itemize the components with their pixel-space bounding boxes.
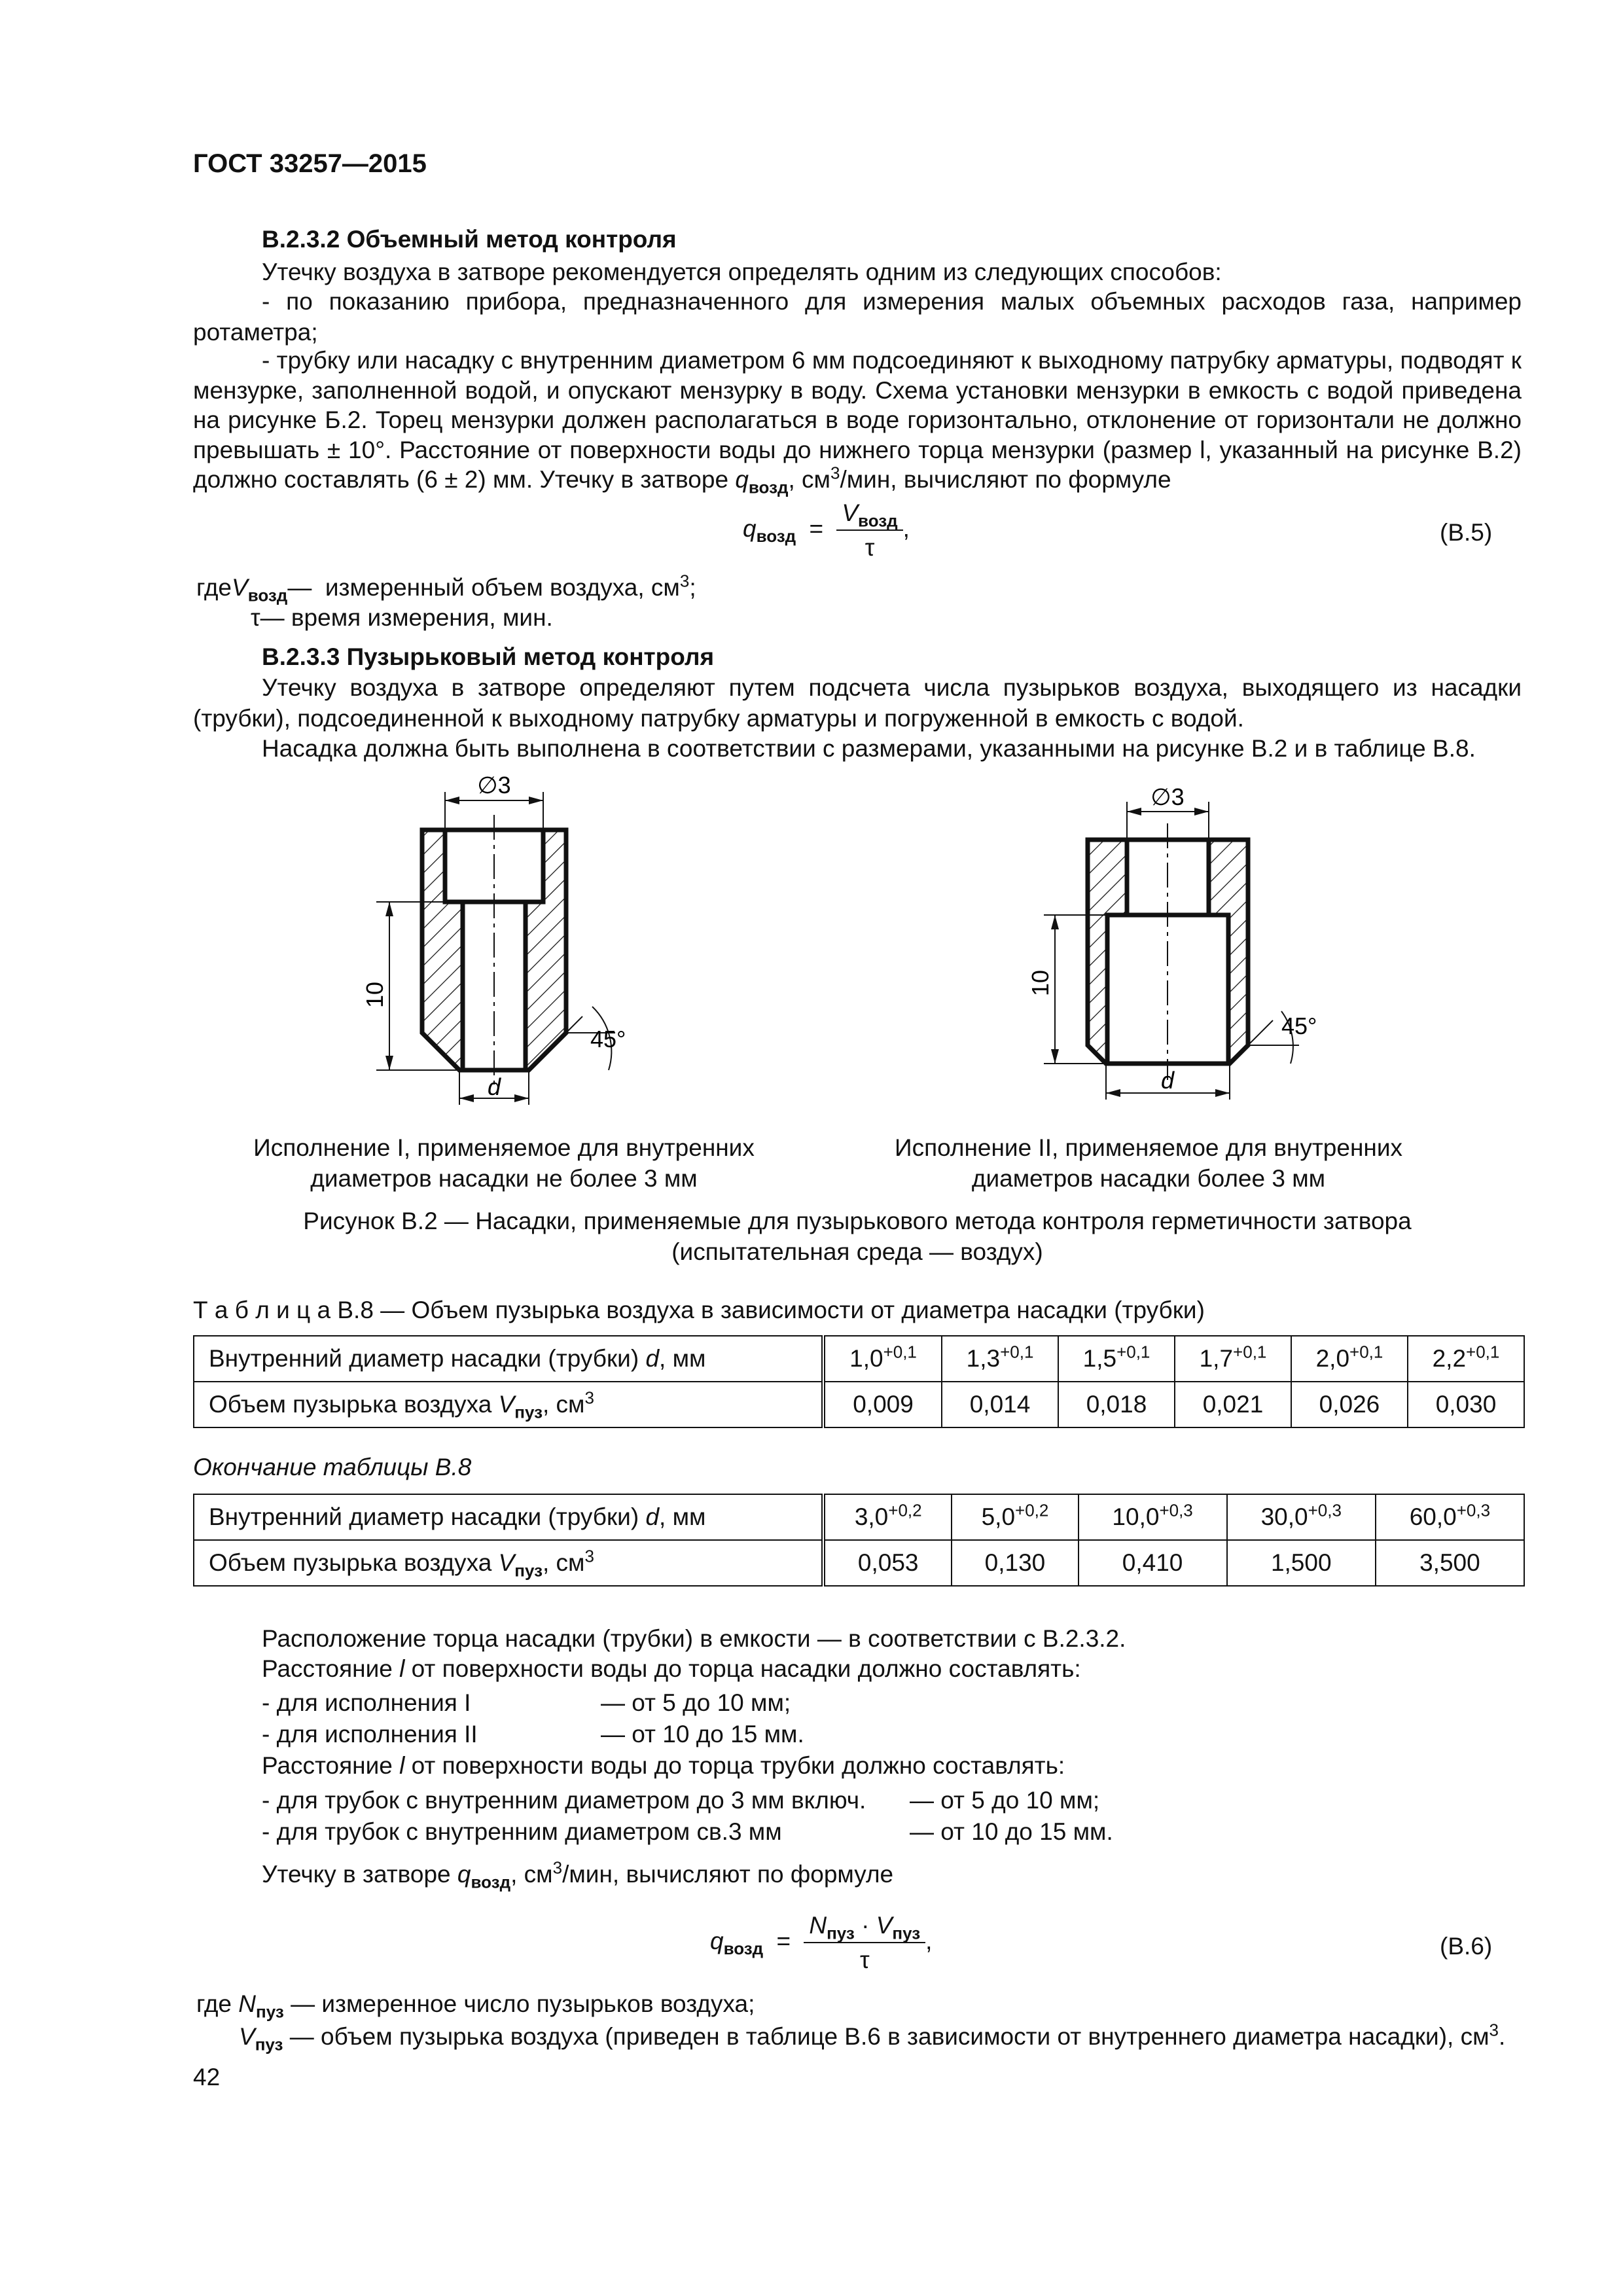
d-label: d (487, 1073, 501, 1100)
row-label: Объем пузырька воздуха $V_{пуз}$, $см^3$ (194, 1382, 823, 1427)
table-row (194, 1540, 1524, 1586)
page-number: 42 (193, 2064, 221, 2090)
table-b8 (193, 1335, 1525, 1428)
table-cell: 0,021 (1175, 1382, 1291, 1427)
table-cell: $10,0^{+0,3}$ (1079, 1494, 1227, 1540)
table-cell: 0,014 (942, 1382, 1058, 1427)
table-cell: $1,5^{+0,1}$ (1058, 1336, 1175, 1382)
table-caption: Т а б л и ц а В.8 — Объем пузырька воздуха в зависимости от диаметра насадки (трубки) (193, 1297, 1205, 1323)
list-item-value: — от 10 до 15 мм. (601, 1721, 804, 1748)
nozzle-version-1 (361, 772, 626, 1105)
paragraph: - по показанию прибора, предназначенного для измерения малых объемных расходов газа, например ротаметра; (193, 288, 1522, 346)
paragraph: Утечку в затворе $q_{возд}$, $см^3$/мин, вычисляют по формуле (262, 1857, 894, 1892)
dia-3-label: ∅3 (477, 772, 511, 798)
table-cell: 0,410 (1079, 1540, 1227, 1586)
list-item-value: — от 5 до 10 мм; (910, 1787, 1100, 1814)
row-label: Внутренний диаметр насадки (трубки) d, мм (194, 1336, 823, 1382)
figure-title: Рисунок В.2 — Насадки, применяемые для пузырькового метода контроля герметичности затвора (испытательная среда — воздух) (303, 1208, 1412, 1265)
table-cell: 0,018 (1058, 1382, 1175, 1427)
height-10-label: 10 (361, 981, 388, 1009)
paragraph: Утечку воздуха в затворе определяют путем подсчета числа пузырьков воздуха, выходящего из насадки (трубки), подсоединенной к выходному патрубку арматуры и погруженной в емкость с водой. (193, 674, 1522, 732)
list-item: - для трубок с внутренним диаметром св.3 мм (262, 1818, 782, 1845)
equation-number: (В.5) (1440, 519, 1493, 546)
where-line: где $N_{пуз}$ — измеренное число пузырьков воздуха; (196, 1990, 755, 2022)
table-cell: $3,0^{+0,2}$ (823, 1494, 952, 1540)
formula-b6: $q_{возд}$ = $\frac{N_{пуз} \cdot V_{пуз}}{\tau}$ , (710, 1910, 932, 1975)
table-cell: 0,053 (823, 1540, 952, 1586)
table-continuation-caption: Окончание таблицы В.8 (193, 1454, 472, 1480)
list-item-value: — от 5 до 10 мм; (601, 1689, 791, 1716)
table-b8-end (193, 1494, 1525, 1587)
table-cell: $60,0^{+0,3}$ (1376, 1494, 1524, 1540)
nozzle-2-right-wall (1209, 840, 1248, 1064)
figure-caption-2: Исполнение II, применяемое для внутренних диаметров насадки более 3 мм (894, 1134, 1402, 1192)
row-label: Внутренний диаметр насадки (трубки) d, мм (194, 1494, 823, 1540)
table-cell: $30,0^{+0,3}$ (1227, 1494, 1376, 1540)
formula-b5: $q_{возд}$ = $\frac{V_{возд}}{\tau}$ , (743, 497, 910, 563)
table-cell: $5,0^{+0,2}$ (952, 1494, 1078, 1540)
paragraph: Расположение торца насадки (трубки) в емкости — в соответствии с В.2.3.2. (262, 1625, 1126, 1652)
table-cell: 0,009 (823, 1382, 942, 1427)
row-label: Объем пузырька воздуха $V_{пуз}$, $см^3$ (194, 1540, 823, 1586)
table-row (194, 1382, 1524, 1427)
table-cell: 1,500 (1227, 1540, 1376, 1586)
section-title-b233: В.2.3.3 Пузырьковый метод контроля (262, 643, 715, 670)
paragraph: Насадка должна быть выполнена в соответствии с размерами, указанными на рисунке В.2 и в таблице В.8. (262, 735, 1476, 762)
height-10-label: 10 (1027, 969, 1054, 997)
table-row (194, 1494, 1524, 1540)
document-header: ГОСТ 33257—2015 (193, 149, 427, 178)
paragraph: Утечку воздуха в затворе рекомендуется определять одним из следующих способов: (262, 259, 1222, 285)
where-line: гдеV$_{возд}$— измеренный объем воздуха, $см^3$; (196, 571, 696, 605)
table-cell: $2,2^{+0,1}$ (1408, 1336, 1524, 1382)
angle-45-label: 45° (1281, 1013, 1317, 1039)
nozzle-2-left-wall (1088, 840, 1127, 1064)
nozzle-1-left-wall (422, 830, 463, 1070)
table-cell: $2,0^{+0,1}$ (1291, 1336, 1408, 1382)
table-cell: 0,030 (1408, 1382, 1524, 1427)
list-item: - для исполнения II (262, 1721, 478, 1748)
table-row (194, 1336, 1524, 1382)
table-cell: $1,3^{+0,1}$ (942, 1336, 1058, 1382)
table-cell: $1,0^{+0,1}$ (823, 1336, 942, 1382)
paragraph: - трубку или насадку с внутренним диаметром 6 мм подсоединяют к выходному патрубку арматуры, подводят к мензурке, заполненной водой, и опускают мензурку в воду. Схема установки мензурки в емкость с водой приведена на рисунке Б.2. Торец мензурки должен располагаться в воде горизонтально, отклонение от горизонтали не должно превышать ± 10°. Расстояние от поверхности воды до нижнего торца мензурки (размер l, указанный на рисунке В.2) должно составлять (6 ± 2) мм. Утечку в затворе $q_{возд}$, $см^3$/мин, вычисляют по формуле (193, 347, 1522, 497)
figure-nozzles (0, 759, 1623, 1126)
nozzle-1-right-wall (526, 830, 566, 1070)
list-item: - для трубок с внутренним диаметром до 3 мм включ. (262, 1787, 866, 1814)
table-cell: $1,7^{+0,1}$ (1175, 1336, 1291, 1382)
table-cell: 0,130 (952, 1540, 1078, 1586)
dia-3-label: ∅3 (1150, 783, 1185, 810)
table-cell: 3,500 (1376, 1540, 1524, 1586)
nozzle-version-2 (1027, 783, 1317, 1100)
table-cell: 0,026 (1291, 1382, 1408, 1427)
angle-45-label: 45° (590, 1026, 626, 1052)
paragraph: Расстояние l от поверхности воды до торца трубки должно составлять: (262, 1752, 1065, 1779)
section-title-b232: В.2.3.2 Объемный метод контроля (262, 226, 677, 253)
equation-number: (В.6) (1440, 1933, 1493, 1960)
list-item-value: — от 10 до 15 мм. (910, 1818, 1113, 1845)
paragraph: Расстояние l от поверхности воды до торца насадки должно составлять: (262, 1655, 1081, 1682)
d-label: d (1160, 1067, 1175, 1094)
list-item: - для исполнения I (262, 1689, 471, 1716)
figure-caption-1: Исполнение I, применяемое для внутренних диаметров насадки не более 3 мм (253, 1134, 755, 1192)
where-line: τ— время измерения, мин. (251, 604, 553, 631)
where-line: $V_{пуз}$ — объем пузырька воздуха (приведен в таблице В.6 в зависимости от внутреннего диаметра насадки), $см^3$. (239, 2020, 1506, 2054)
